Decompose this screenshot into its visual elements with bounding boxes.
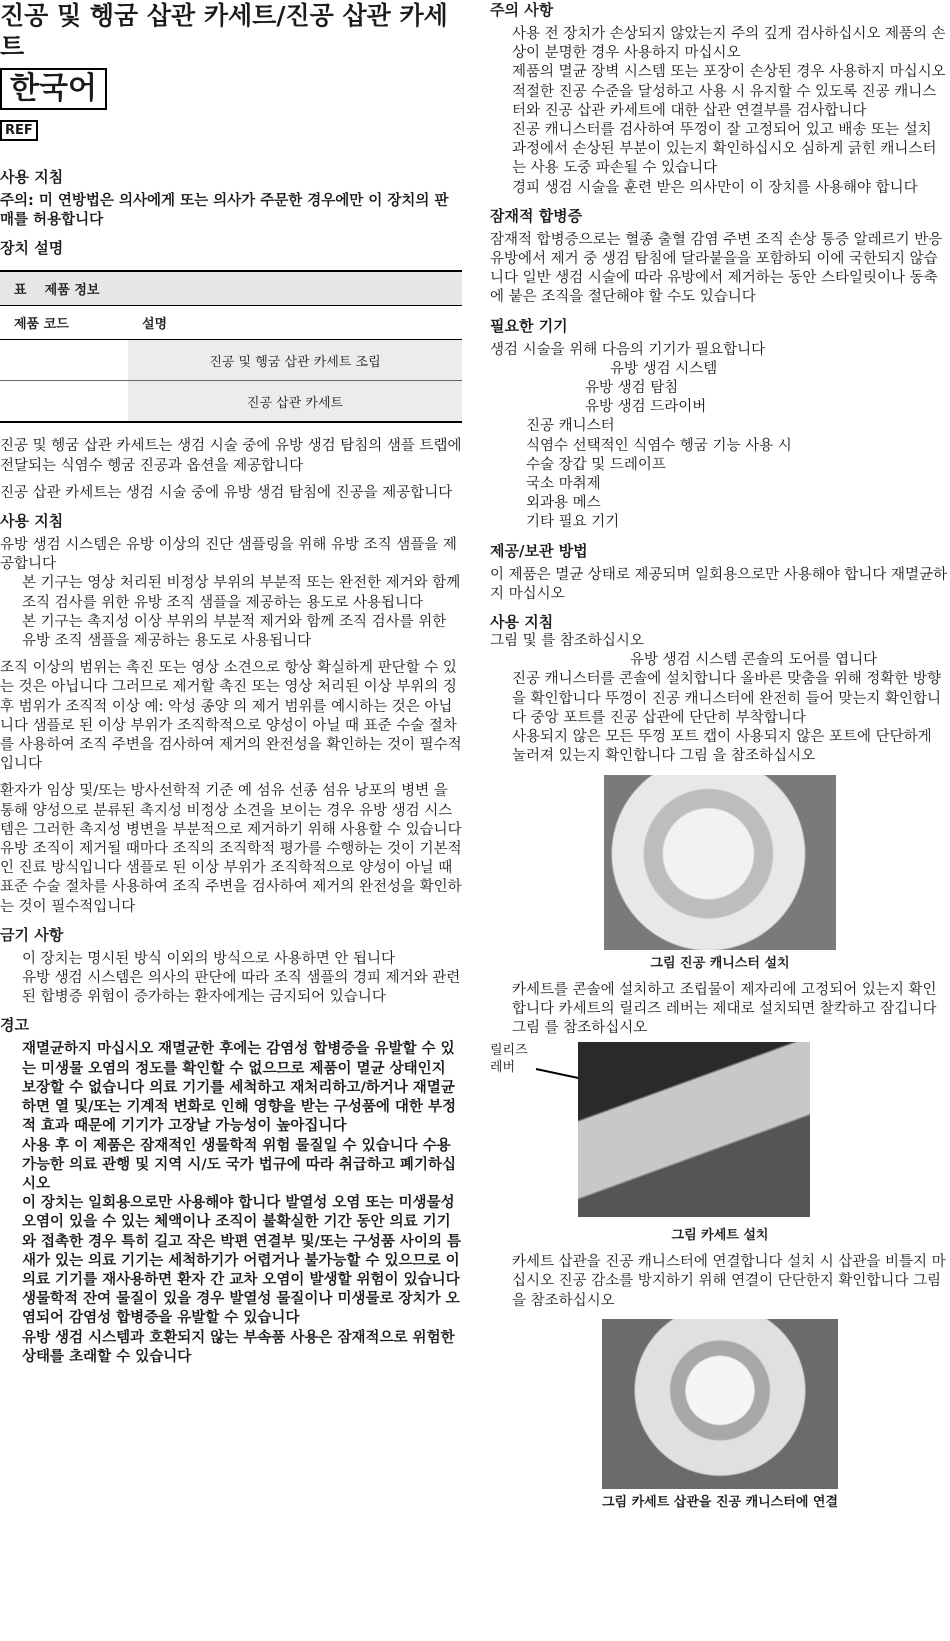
directions-intro: 그림 및 를 참조하십시오 (490, 633, 644, 650)
col-header-description: 설명 (128, 306, 462, 340)
description-cell: 진공 및 헹굼 삽관 카세트 조립 (128, 340, 462, 381)
contraindications-heading: 금기 사항 (0, 925, 64, 944)
warning-paragraph: 사용 후 이 제품은 잠재적인 생물학적 위험 물질일 수 있습니다 수용 가능한 의료 관행 및 지역 시/도 국가 법규에 따라 취급하고 폐기하십시오 (22, 1137, 456, 1192)
col-header-code: 제품 코드 (0, 306, 128, 340)
equipment-item: 유방 생검 시스템 (610, 360, 718, 377)
precaution-paragraph: 경피 생검 시술을 훈련 받은 의사만이 이 장치를 사용해야 합니다 (512, 179, 918, 196)
figure-caption: 그림 진공 캐니스터 설치 (650, 955, 790, 971)
figure-caption: 그림 카세트 삽관을 진공 캐니스터에 연결 (601, 1494, 839, 1510)
equipment-item: 유방 생검 드라이버 (585, 399, 707, 416)
precaution-paragraph: 사용 전 장치가 손상되지 않았는지 주의 깊게 검사하십시오 제품의 손상이 분명한 경우 사용하지 마십시오 (512, 26, 946, 62)
language-label: 한국어 (0, 68, 107, 110)
indications-paragraph: 본 기구는 영상 처리된 비정상 부위의 부분적 또는 완전한 제거와 함께 조직 검사를 위한 유방 조직 샘플을 제공하는 용도로 사용됩니다 (22, 575, 461, 611)
direction-step: 진공 캐니스터를 콘솔에 설치합니다 올바른 맞춤을 위해 정확한 방향을 확인합니다 뚜껑이 진공 캐니스터에 완전히 들어 맞는지 확인합니다 중앙 포트를 진공 삽관에 단단히 부착합니다 (512, 671, 942, 726)
complications-paragraph: 잠재적 합병증으로는 혈종 출혈 감염 주변 조직 손상 통증 알레르기 반응 유방에서 제거 중 생검 탐침에 달라붙을을 포함하되 이에 국한되지 않습니다 일반 생검 시술에 따라 유방에서 제거하는 동안 스타일릿이나 동축에 붙은 조직을 절단해야 할 수도 있습니다 (490, 231, 943, 306)
direction-step: 카세트 삽관을 진공 캐니스터에 연결합니다 설치 시 삽관을 비틀지 마십시오 진공 감소를 방지하기 위해 연결이 단단한지 확인합니다 그림 을 참조하십시오 (512, 1254, 946, 1309)
direction-step: 사용되지 않은 모든 뚜껑 포트 캡이 사용되지 않은 포트에 단단하게 눌러져 있는지 확인합니다 그림 을 참조하십시오 (512, 729, 932, 765)
table-row (0, 381, 462, 423)
table-title: 표 제품 정보 (0, 271, 462, 306)
supply-heading: 제공/보관 방법 (490, 541, 588, 560)
cassette-install-figure (578, 1042, 810, 1217)
cassette-figure-wrap (490, 1042, 950, 1222)
usage-heading: 사용 지침 (0, 168, 64, 186)
equipment-item: 식염수 선택적인 식염수 헹굼 기능 사용 시 (526, 437, 792, 454)
release-lever-label: 릴리즈 레버 (490, 1043, 528, 1076)
direction-step: 유방 생검 시스템 콘솔의 도어를 엽니다 (630, 652, 878, 669)
equipment-item: 진공 캐니스터 (526, 418, 615, 435)
indications-paragraph: 본 기구는 촉지성 이상 부위의 부분적 제거와 함께 조직 검사를 위한 유방 조직 샘플을 제공하는 용도로 사용됩니다 (22, 613, 447, 650)
left-column (0, 0, 462, 1367)
figure-caption: 그림 카세트 설치 (671, 1228, 769, 1244)
contraindications-paragraph: 이 장치는 명시된 방식 이외의 방식으로 사용하면 안 됩니다 (22, 950, 396, 967)
right-column (490, 0, 950, 1512)
vacuum-canister-install-figure (604, 775, 836, 950)
caution-text: 주의: 미 연방법은 의사에게 또는 의사가 주문한 경우에만 이 장치의 판매를 허용합니다 (0, 193, 449, 229)
equipment-item: 수술 장갑 및 드레이프 (526, 456, 666, 473)
device-description-heading: 장치 설명 (0, 239, 64, 258)
direction-step: 카세트를 콘솔에 설치하고 조립물이 제자리에 고정되어 있는지 확인합니다 카세트의 릴리즈 레버는 제대로 설치되면 찰칵하고 잠깁니다 그림 를 참조하십시오 (512, 981, 937, 1036)
precaution-paragraph: 진공 캐니스터를 검사하여 뚜껑이 잘 고정되어 있고 배송 또는 설치 과정에서 손상된 부분이 있는지 확인하십시오 심하게 긁힌 캐니스터는 사용 도중 파손될 수 있습니다 (512, 122, 937, 177)
product-code-cell (0, 381, 128, 423)
tubing-connection-figure (602, 1319, 838, 1489)
complications-heading: 잠재적 합병증 (490, 206, 583, 225)
table-row (0, 340, 462, 381)
description-cell: 진공 삽관 카세트 (128, 381, 462, 423)
product-info-table (0, 270, 462, 423)
precaution-paragraph: 제품의 멸균 장벽 시스템 또는 포장이 손상된 경우 사용하지 마십시오 (512, 64, 946, 81)
warning-paragraph: 이 장치는 일회용으로만 사용해야 합니다 발열성 오염 또는 미생물성 오염이 있을 수 있는 체액이나 조직이 불확실한 기간 동안 의료 기기와 접촉한 경우 특히 길고 작은 박편 연결부 및/또는 구성품 사이의 틈새가 있는 의료 기기는 세척하기가 어렵거나 불가능할 수 있으므로 이 의료 기기를 재사용하면 환자 간 교차 오염이 발생할 위험이 있습니다 생물학적 잔여 물질이 있을 경우 발열성 물질이나 미생물로 장치가 오염되어 감염성 합병증을 유발할 수 있습니다 (22, 1195, 462, 1327)
description-paragraph: 진공 삽관 카세트는 생검 시술 중에 유방 생검 탐침에 진공을 제공합니다 (0, 484, 453, 501)
contraindications-paragraph: 유방 생검 시스템은 의사의 판단에 따라 조직 샘플의 경피 제거와 관련된 합병증 위험이 증가하는 환자에게는 금지되어 있습니다 (22, 970, 461, 1006)
equipment-item: 유방 생검 탐침 (585, 380, 679, 397)
supply-paragraph: 이 제품은 멸균 상태로 제공되며 일회용으로만 사용해야 합니다 재멸균하지 마십시오 (490, 566, 948, 602)
precaution-paragraph: 적절한 진공 수준을 달성하고 사용 시 유지할 수 있도록 진공 캐니스터와 진공 삽관 카세트에 대한 삽관 연결부를 검사합니다 (512, 83, 937, 119)
indications-paragraph: 조직 이상의 범위는 촉진 또는 영상 소견으로 항상 확실하게 판단할 수 있는 것은 아닙니다 그러므로 제거할 촉진 또는 영상 처리된 이상 부위의 징후 범위가 조직적 이상 예: 악성 종양 의 제거 범위를 예시하는 것은 아닙니다 샘플로 된 이상 부위가 조직학적으로 양성이 아닐 때 표준 수술 절차를 사용하여 조직 주변을 검사하여 제거의 완전성을 확인하는 것이 필수적입니다 (0, 660, 462, 773)
equipment-heading: 필요한 기기 (490, 316, 568, 335)
product-code-cell (0, 340, 128, 381)
equipment-item: 외과용 메스 (526, 495, 601, 512)
ref-symbol: REF (0, 120, 38, 141)
warnings-heading: 경고 (0, 1016, 29, 1035)
equipment-item: 기타 필요 기기 (526, 514, 620, 531)
equipment-intro: 생검 시술을 위해 다음의 기기가 필요합니다 (490, 341, 766, 358)
indications-paragraph: 유방 생검 시스템은 유방 이상의 진단 샘플링을 위해 유방 조직 샘플을 제공합니다 (0, 537, 457, 573)
warning-paragraph: 유방 생검 시스템과 호환되지 않는 부속품 사용은 잠재적으로 위험한 상태를 초래할 수 있습니다 (22, 1329, 455, 1365)
warning-paragraph: 재멸균하지 마십시오 재멸균한 후에는 감염성 합병증을 유발할 수 있는 미생물 오염의 정도를 확인할 수 없으므로 제품이 멸균 상태인지 보장할 수 없습니다 의료 기기를 세척하고 재처리하고/하거나 재멸균하면 열 및/또는 기계적 변화로 인해 영향을 받는 구성품에 대한 부정적 효과 때문에 기기가 고장날 가능성이 높아집니다 (22, 1041, 456, 1135)
precautions-heading: 주의 사항 (490, 1, 554, 19)
indications-heading: 사용 지침 (0, 512, 64, 531)
document-title: 진공 및 헹굼 삽관 카세트/진공 삽관 카세트 (0, 1, 448, 61)
indications-paragraph: 환자가 임상 및/또는 방사선학적 기준 예 섬유 선종 섬유 낭포의 병변 을 통해 양성으로 분류된 촉지성 비정상 소견을 보이는 경우 유방 생검 시스템은 그러한 촉지성 병변을 부분적으로 제거하기 위해 사용할 수 있습니다 유방 조직이 제거될 때마다 조직의 조직학적 평가를 수행하는 것이 기본적인 진료 방식입니다 샘플로 된 이상 부위가 조직학적으로 양성이 아닐 때 표준 수술 절차를 사용하여 조직 주변을 검사하여 제거의 완전성을 확인하는 것이 필수적입니다 (0, 783, 462, 915)
description-paragraph: 진공 및 헹굼 삽관 카세트는 생검 시술 중에 유방 생검 탐침의 샘플 트랩에 전달되는 식염수 헹굼 진공과 옵션을 제공합니다 (0, 438, 462, 474)
directions-heading: 사용 지침 (490, 613, 554, 632)
equipment-item: 국소 마취제 (526, 476, 601, 493)
